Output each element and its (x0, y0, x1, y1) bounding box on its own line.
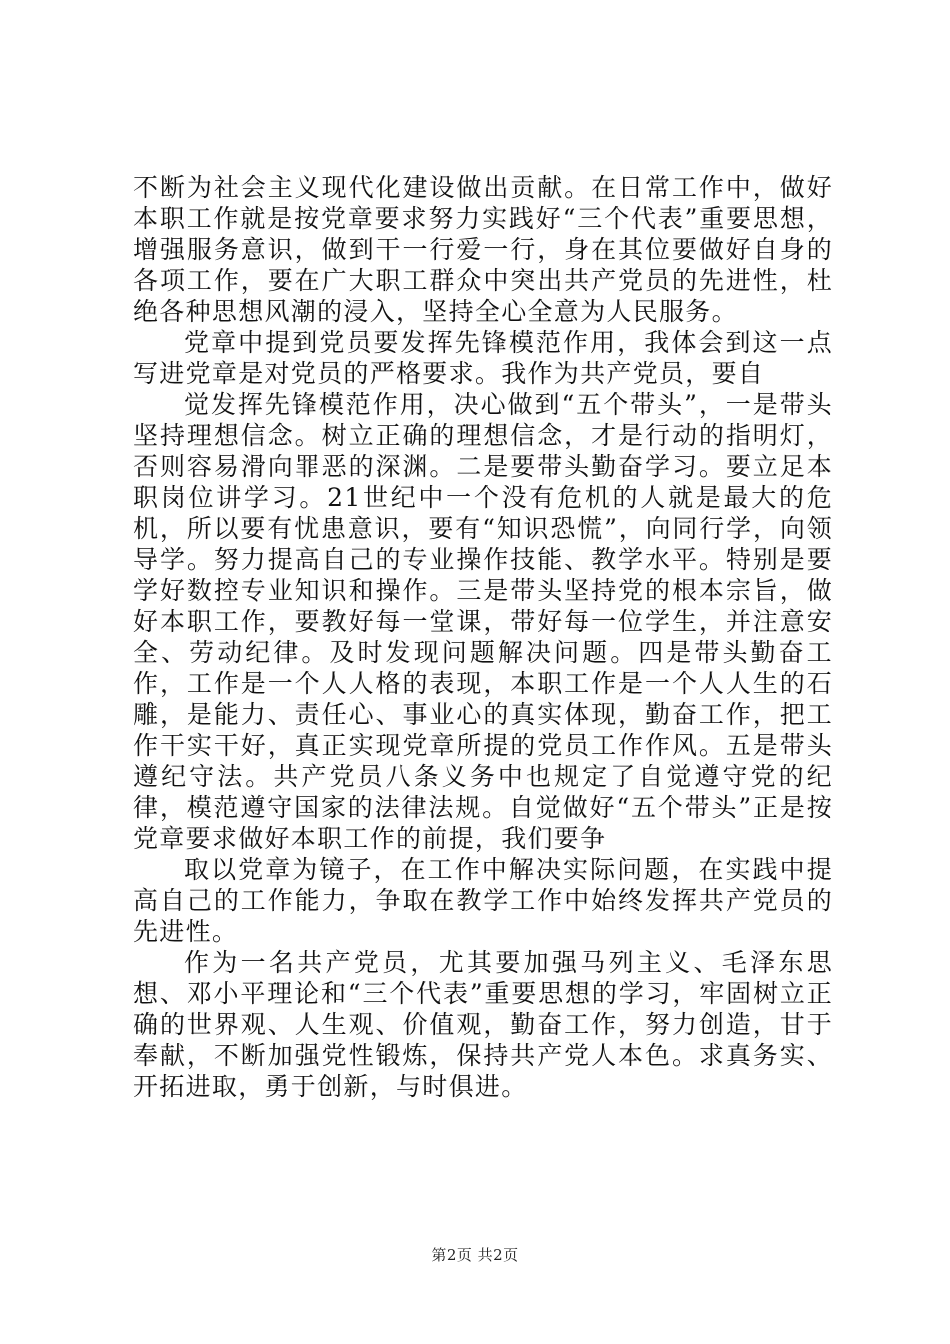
paragraph-1: 不断为社会主义现代化建设做出贡献。在日常工作中，做好本职工作就是按党章要求努力实践好“三个代表”重要思想，增强服务意识，做到干一行爱一行，身在其位要做好自身的各项工作，要在广大职工群众中突出共产党员的先进性，杜绝各种思想风潮的浸入，坚持全心全意为人民服务。 (133, 173, 833, 326)
paragraph-2: 党章中提到党员要发挥先锋模范作用，我体会到这一点写进党章是对党员的严格要求。我作为共产党员，要自 (133, 328, 833, 388)
paragraph-5: 作为一名共产党员，尤其要加强马列主义、毛泽东思想、邓小平理论和“三个代表”重要思想的学习，牢固树立正确的世界观、人生观、价值观，勤奋工作，努力创造，甘于奉献，不断加强党性锻炼，保持共产党人本色。求真务实、开拓进取，勇于创新，与时俱进。 (133, 948, 833, 1101)
document-body (133, 172, 833, 1102)
page-footer: 第2页 共2页 (431, 1246, 519, 1264)
paragraph-3: 觉发挥先锋模范作用，决心做到“五个带头”，一是带头坚持理想信念。树立正确的理想信念，才是行动的指明灯，否则容易滑向罪恶的深渊。二是要带头勤奋学习。要立足本职岗位讲学习。21世纪中一个没有危机的人就是最大的危机，所以要有忧患意识，要有“知识恐慌”，向同行学，向领导学。努力提高自己的专业操作技能、教学水平。特别是要学好数控专业知识和操作。三是带头坚持党的根本宗旨，做好本职工作，要教好每一堂课，带好每一位学生，并注意安全、劳动纪律。及时发现问题解决问题。四是带头勤奋工作，工作是一个人人格的表现，本职工作是一个人人生的石雕，是能力、责任心、事业心的真实体现，勤奋工作，把工作干实干好，真正实现党章所提的党员工作作风。五是带头遵纪守法。共产党员八条义务中也规定了自觉遵守党的纪律，模范遵守国家的法律法规。自觉做好“五个带头”正是按党章要求做好本职工作的前提，我们要争 (133, 390, 833, 853)
paragraph-4: 取以党章为镜子，在工作中解决实际问题，在实践中提高自己的工作能力，争取在教学工作中始终发挥共产党员的先进性。 (133, 855, 833, 946)
